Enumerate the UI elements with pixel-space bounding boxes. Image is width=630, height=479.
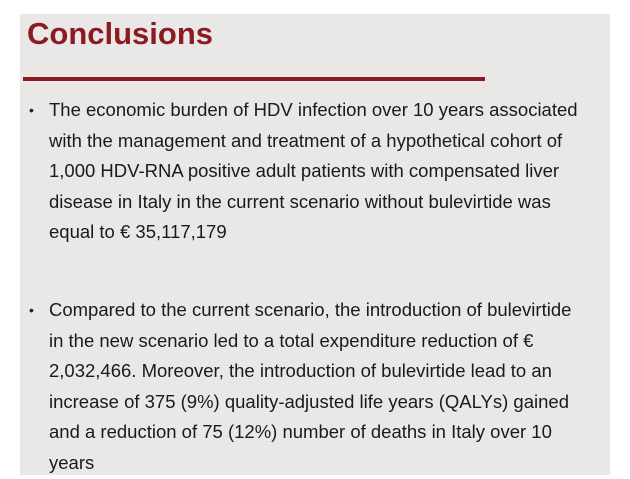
bullet-marker: • <box>29 302 34 318</box>
bullet-line: disease in Italy in the current scenario without bulevirtide was <box>49 190 551 212</box>
bullet-line: Compared to the current scenario, the introduction of bulevirtide <box>49 299 572 320</box>
bullet-line: and a reduction of 75 (12%) number of deaths in Italy over 10 <box>49 421 552 443</box>
bullet-line: increase of 375 (9%) quality-adjusted life years (QALYs) gained <box>49 390 569 412</box>
bullet-line: in the new scenario led to a total expenditure reduction of € <box>49 329 534 351</box>
bullet-line: 1,000 HDV-RNA positive adult patients with compensated liver <box>49 160 560 182</box>
section-title: Conclusions <box>27 16 214 51</box>
bullet-line: with the management and treatment of a hypothetical cohort of <box>49 129 563 151</box>
bullet-text <box>49 95 578 248</box>
bullet-line: The economic burden of HDV infection over 10 years associated <box>49 99 578 120</box>
bullet-line: years <box>49 451 95 473</box>
bullet-marker: • <box>29 102 34 118</box>
bullet-line: 2,032,466. Moreover, the introduction of bulevirtide lead to an <box>49 360 552 382</box>
bullet-line: equal to € 35,117,179 <box>49 221 227 243</box>
bullet-text <box>49 295 571 479</box>
title-underline <box>23 77 485 81</box>
